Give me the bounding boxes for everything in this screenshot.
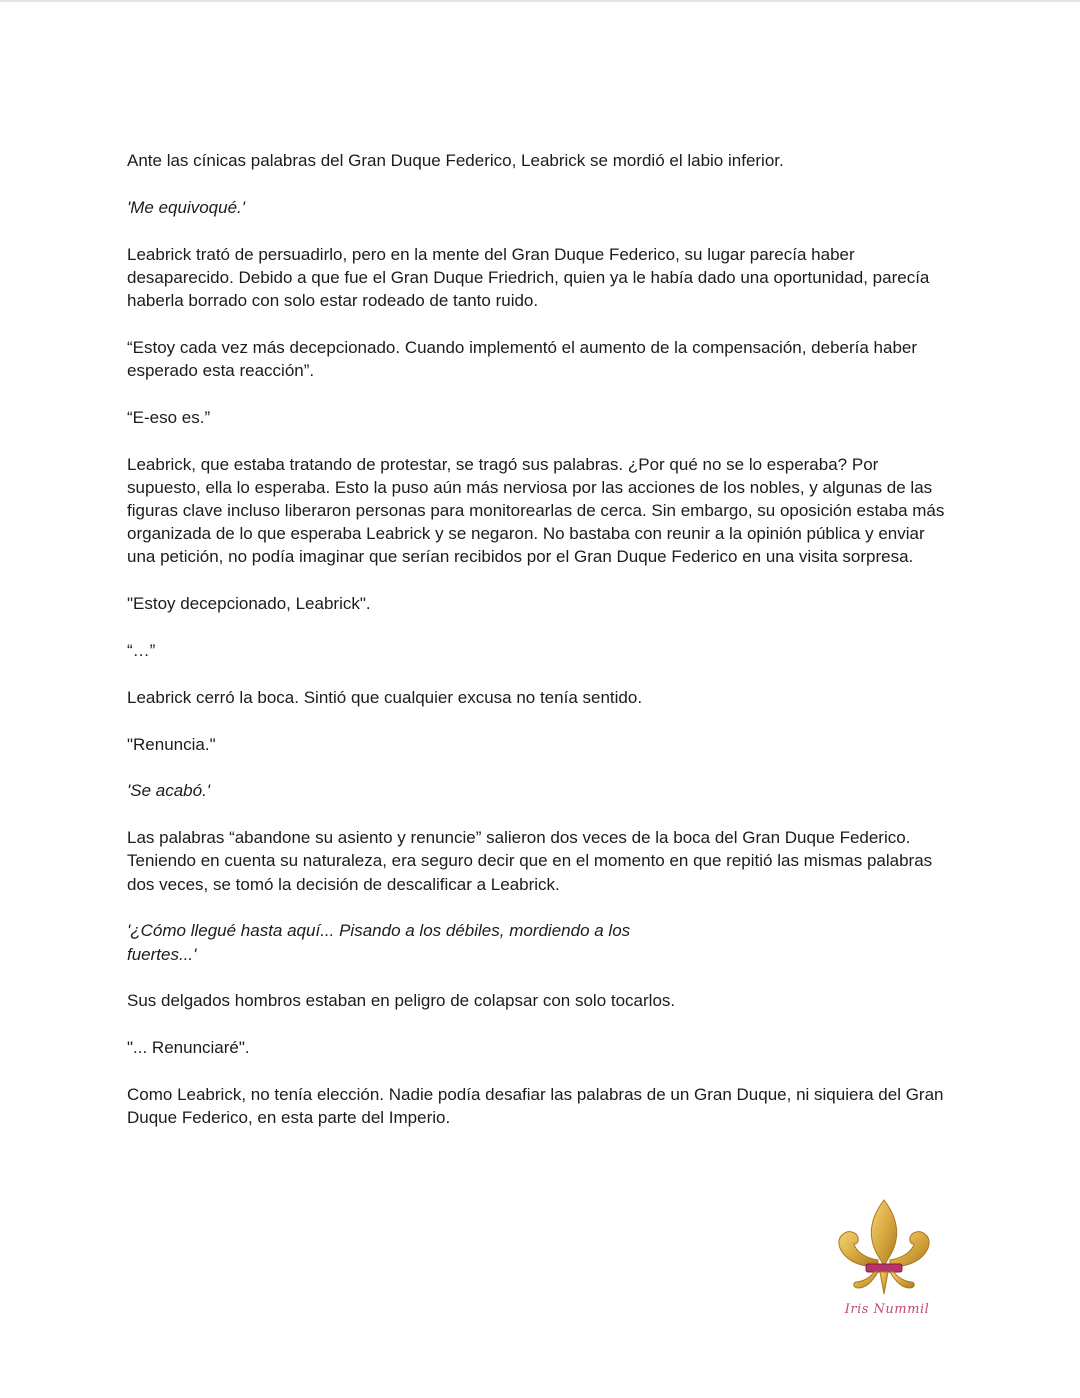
paragraph: “…” bbox=[127, 641, 156, 660]
paragraph: Leabrick trató de persuadirlo, pero en la mente del Gran Duque Federico, su lugar parecía haber desaparecido. Debido a que fue el Gran Duque Friedrich, quien ya le había dado una oportunidad, parecía haberla borrado con solo estar rodeado de tanto ruido. bbox=[127, 244, 930, 310]
paragraph: Sus delgados hombros estaban en peligro de colapsar con solo tocarlos. bbox=[127, 991, 676, 1011]
paragraph: Como Leabrick, no tenía elección. Nadie podía desafiar las palabras de un Gran Duque, ni siquiera del Gran Duque Federico, en esta parte del Imperio. bbox=[127, 1084, 944, 1128]
paragraph: Leabrick cerró la boca. Sintió que cualquier excusa no tenía sentido. bbox=[127, 687, 643, 707]
signature-watermark: Iris Nummil bbox=[844, 1302, 930, 1317]
paragraph: "Renuncia." bbox=[127, 734, 216, 754]
paragraph: Ante las cínicas palabras del Gran Duque Federico, Leabrick se mordió el labio inferior. bbox=[127, 151, 784, 170]
paragraph: "... Renunciaré". bbox=[127, 1038, 250, 1058]
paragraph: 'Se acabó.' bbox=[127, 781, 211, 801]
paragraph: Leabrick, que estaba tratando de protestar, se tragó sus palabras. ¿Por qué no se lo esperaba? Por supuesto, ella lo esperaba. Esto la puso aún más nerviosa por las acciones de los nobles, y algunas de las figuras clave incluso liberaron personas para monitorearlas de cerca. Sin embargo, su oposición estaba más organizada de lo que esperaba Leabrick y se negaron. No bastaba con reunir a la opinión pública y enviar una petición, no podía imaginar que serían recibidos por el Gran Duque Federico en una visita sorpresa. bbox=[127, 454, 945, 567]
paragraph: 'Me equivoqué.' bbox=[127, 197, 246, 217]
paragraph: "Estoy decepcionado, Leabrick". bbox=[127, 594, 371, 614]
page-top-border bbox=[0, 0, 1080, 2]
paragraph: “E-eso es.” bbox=[127, 407, 211, 427]
paragraph: “Estoy cada vez más decepcionado. Cuando implementó el aumento de la compensación, debería haber esperado esta reacción”. bbox=[127, 337, 918, 380]
paragraph: Las palabras “abandone su asiento y renuncie” salieron dos veces de la boca del Gran Duque Federico. Teniendo en cuenta su naturaleza, era seguro decir que en el momento en que repitió las mismas palabras dos veces, se tomó la decisión de descalificar a Leabrick. bbox=[127, 828, 933, 894]
document-body bbox=[127, 149, 953, 1153]
paragraph: '¿Cómo llegué hasta aquí... Pisando a los débiles, mordiendo a los fuertes...' bbox=[127, 921, 631, 964]
